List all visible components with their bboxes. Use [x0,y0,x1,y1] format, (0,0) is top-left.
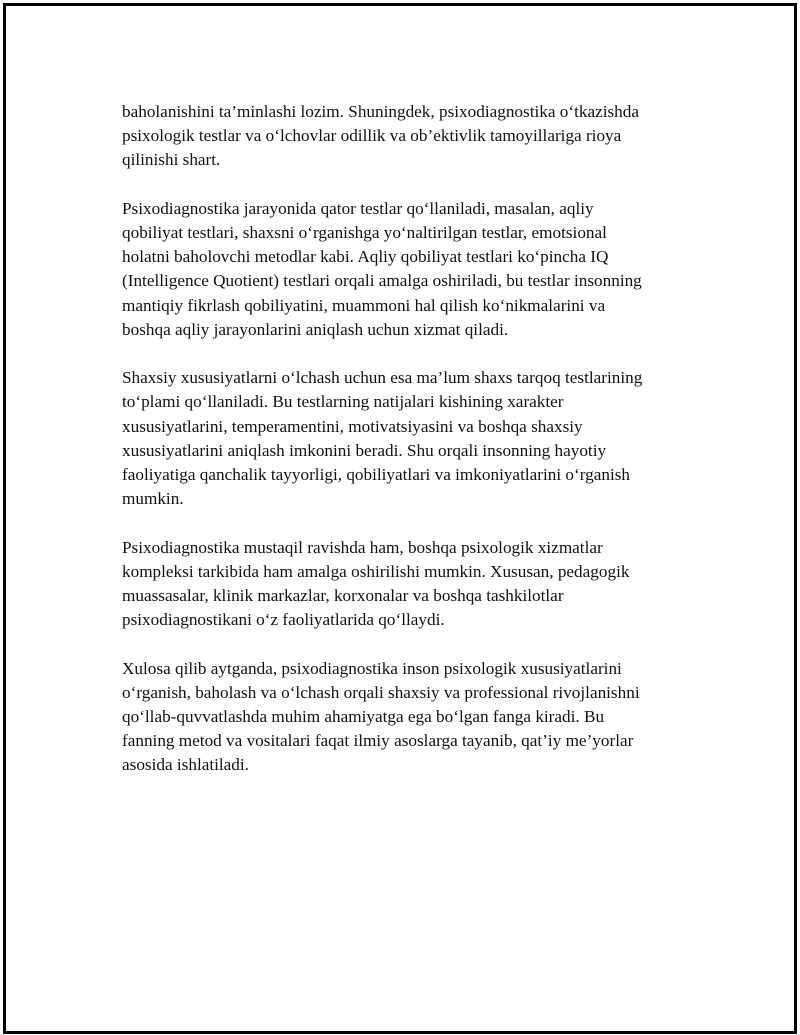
paragraph-3: Shaxsiy xususiyatlarni o‘lchash uchun esa ma’lum shaxs tarqoq testlarining to‘plami qo‘llaniladi. Bu testlarning natijalari kishining xarakter xususiyatlarini, temperamentini, motivatsiyasini va boshqa shaxsiy xususiyatlarini aniqlash imkonini beradi. Shu orqali insonning hayotiy faoliyatiga qanchalik tayyorligi, qobiliyatlari va imkoniyatlarini o‘rganish mumkin. [122,368,643,509]
document-body [122,100,702,802]
paragraph-1: baholanishini ta’minlashi lozim. Shuningdek, psixodiagnostika o‘tkazishda psixologik testlar va o‘lchovlar odillik va ob’ektivlik tamoyillariga rioya qilinishi shart. [122,102,639,170]
paragraph-2: Psixodiagnostika jarayonida qator testlar qo‘llaniladi, masalan, aqliy qobiliyat testlari, shaxsni o‘rganishga yo‘naltirilgan testlar, emotsional holatni baholovchi metodlar kabi. Aqliy qobiliyat testlari ko‘pincha IQ (Intelligence Quotient) testlari orqali amalga oshiriladi, bu testlar insonning mantiqiy fikrlash qobiliyatini, muammoni hal qilish ko‘nikmalarini va boshqa aqliy jarayonlarini aniqlash uchun xizmat qiladi. [122,198,642,339]
page-frame [3,3,797,1034]
paragraph-5: Xulosa qilib aytganda, psixodiagnostika inson psixologik xususiyatlarini o‘rganish, baholash va o‘lchash orqali shaxsiy va professional rivojlanishni qo‘llab-quvvatlashda muhim ahamiyatga ega bo‘lgan fanga kiradi. Bu fanning metod va vositalari faqat ilmiy asoslarga tayanib, qat’iy me’yorlar asosida ishlatiladi. [122,658,640,775]
paragraph-4: Psixodiagnostika mustaqil ravishda ham, boshqa psixologik xizmatlar kompleksi tarkibida ham amalga oshirilishi mumkin. Xususan, pedagogik muassasalar, klinik markazlar, korxonalar va boshqa tashkilotlar psixodiagnostikani o‘z faoliyatlarida qo‘llaydi. [122,537,630,630]
